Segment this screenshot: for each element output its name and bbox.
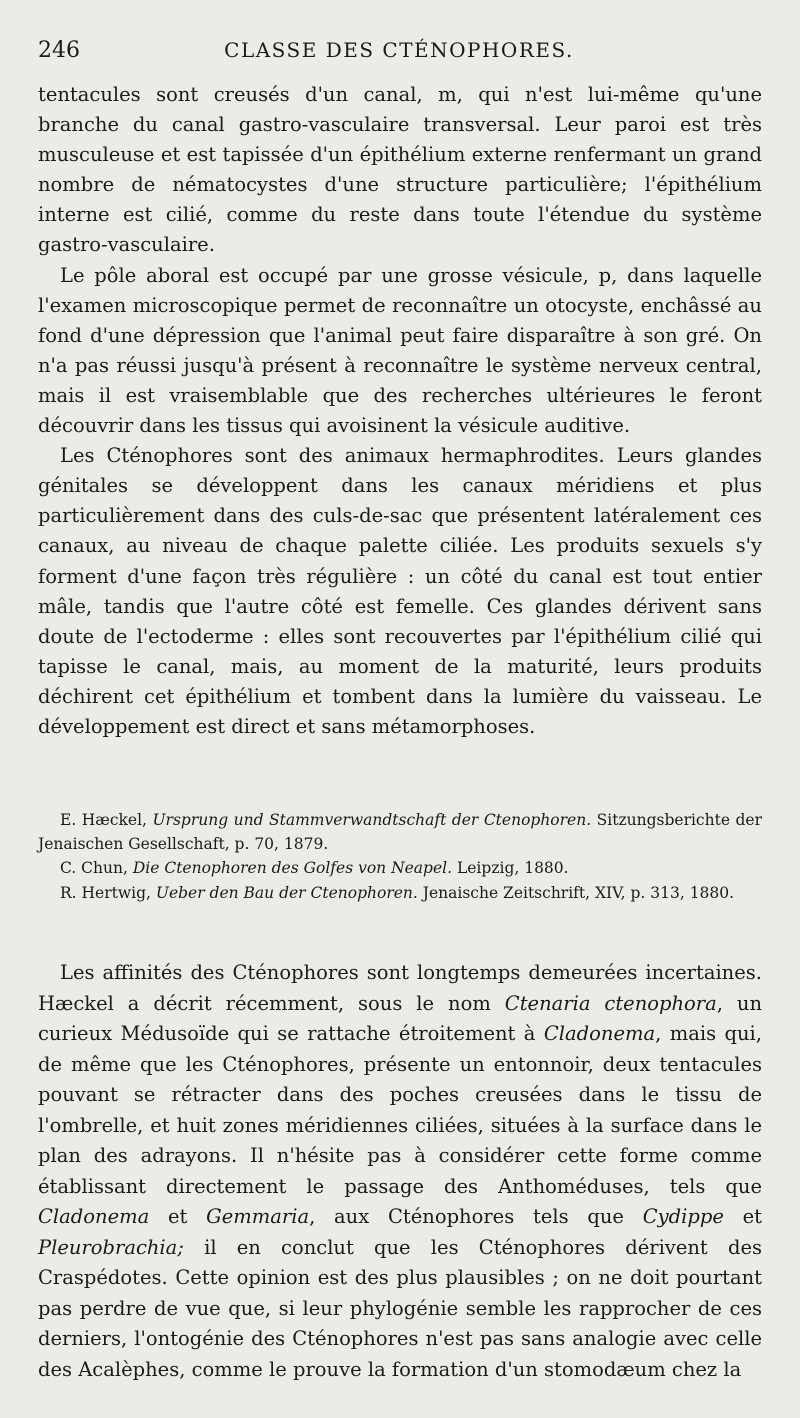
paragraph-2: Le pôle aboral est occupé par une grosse vésicule, p, dans laquelle l'examen microscopique permet de reconnaître un otocyste, enchâssé au fond d'une dépression que l'animal peut faire disparaître à son gré. On n'a pas réussi jusqu'à présent à reconnaître le système nerveux central, mais il est vraisemblable que des recherches ultérieures le feront découvrir dans les tissus qui avoisinent la vésicule auditive. (38, 263, 762, 438)
reference-title: Ursprung und Stammverwandtschaft der Ctenophoren. (152, 811, 592, 829)
reference-item (38, 808, 762, 856)
running-title: CLASSE DES CTÉNOPHORES. (224, 38, 574, 62)
reference-author: C. Chun, (60, 859, 128, 878)
taxon-name: Cladonema (38, 1205, 150, 1228)
main-text (38, 80, 762, 742)
page-number: 246 (38, 38, 80, 63)
reference-author: E. Hæckel, (60, 811, 147, 829)
reference-author: R. Hertwig, (60, 883, 151, 902)
taxon-name: Cladonema (543, 1022, 656, 1045)
reference-item (38, 881, 762, 905)
page-header (38, 34, 760, 64)
paragraph-4: Les affinités des Cténophores sont longtemps demeurées incertaines. Hæckel a décrit récemment, sous le nom Ctenaria ctenophora, un curieux Médusoïde qui se rattache étroitement à Cladonema, mais qui, de même que les Cténophores, présente un entonnoir, deux tentacules pouvant se rétracter dans des poches creusées dans le tissu de l'ombrelle, et huit zones méridiennes ciliées, situées à la surface dans le plan des adrayons. Il n'hésite pas à considérer cette forme comme établissant directement le passage des Anthoméduses, tels que Cladonema et Gemmaria, aux Cténophores tels que Cydippe et Pleurobrachia; il en conclut que les Cténophores dérivent des Craspédotes. Cette opinion est des plus plausibles ; on ne doit pourtant pas perdre de vue que, si leur phylogénie semble les rapprocher de ces derniers, l'ontogénie des Cténophores n'est pas sans analogie avec celle des Acalèphes, comme le prouve la formation d'un stomodæum chez la (38, 961, 763, 1381)
taxon-name: Pleurobrachia; (38, 1235, 184, 1259)
reference-item (38, 856, 762, 880)
reference-details: Leipzig, 1880. (456, 859, 569, 878)
taxon-name: Gemmaria (206, 1205, 310, 1228)
reference-title: Ueber den Bau der Ctenophoren. (155, 883, 418, 902)
closing-text (38, 958, 762, 1385)
taxon-name: Ctenaria ctenophora (504, 991, 717, 1015)
taxon-name: Cydippe (642, 1205, 724, 1228)
paragraph-3: Les Cténophores sont des animaux hermaphrodites. Leurs glandes génitales se développent dans les canaux méridiens et plus particulièrement dans des culs-de-sac que présentent latéralement ces canaux, au niveau de chaque palette ciliée. Les produits sexuels s'y forment d'une façon très régulière : un côté du canal est tout entier mâle, tandis que l'autre côté est femelle. Ces glandes dérivent sans doute de l'ectoderme : elles sont recouvertes par l'épithélium cilié qui tapisse le canal, mais, au moment de la maturité, leurs produits déchirent cet épithélium et tombent dans la lumière du vaisseau. Le développement est direct et sans métamorphoses. (38, 444, 762, 738)
paragraph-1: tentacules sont creusés d'un canal, m, qui n'est lui-même qu'une branche du canal gastro-vasculaire transversal. Leur paroi est très musculeuse et est tapissée d'un épithélium externe renfermant un grand nombre de nématocystes d'une structure particulière; l'épithélium interne est cilié, comme du reste dans toute l'étendue du système gastro-vasculaire. (38, 83, 762, 257)
bibliography (38, 808, 762, 905)
reference-title: Die Ctenophoren des Golfes von Neapel. (132, 859, 453, 878)
reference-details: Sitzungsberichte der Jenaischen Gesellschaft, p. 70, 1879. (38, 811, 763, 854)
reference-details: Jenaische Zeitschrift, XIV, p. 313, 1880. (422, 883, 735, 902)
